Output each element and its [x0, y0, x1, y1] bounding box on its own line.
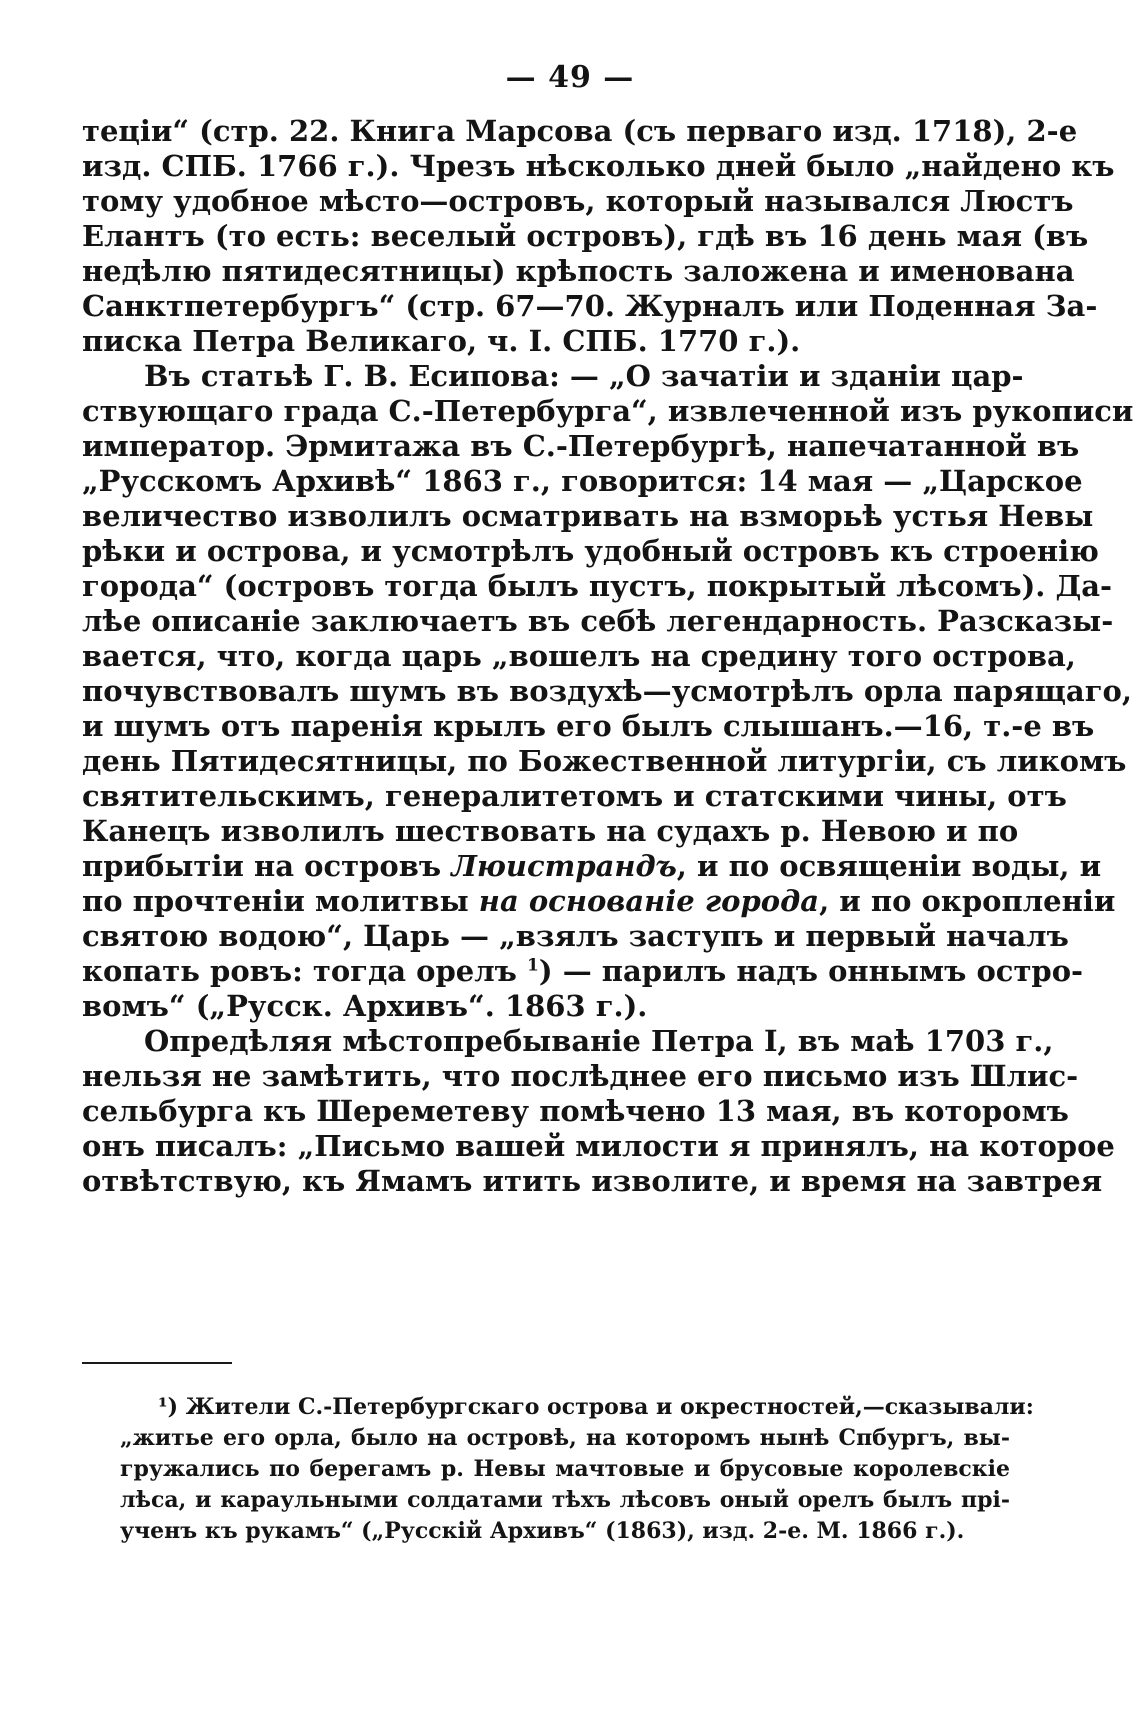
text-line: ствующаго града С.-Петербурга“, извлеченной изъ рукописи [82, 394, 1134, 428]
text-line: и шумъ отъ паренія крылъ его былъ слышанъ.—16, т.-е въ [82, 709, 1095, 743]
footnote-line: гружались по берегамъ р. Невы мачтовые и брусовые королевскіе [120, 1456, 1010, 1482]
text-line: святою водою“, Царь — „взялъ заступъ и первый началъ [82, 919, 1069, 953]
text-line: почувствовалъ шумъ въ воздухѣ—усмотрѣлъ орла парящаго, [82, 674, 1132, 708]
italic-text: на основаніе города [478, 884, 820, 918]
text-line [82, 884, 1116, 919]
text-segment: прибытіи на островъ [82, 849, 452, 883]
footnote-line: „житье его орла, было на островѣ, на которомъ нынѣ Спбургъ, вы- [120, 1425, 1010, 1451]
text-line: „Русскомъ Архивѣ“ 1863 г., говорится: 14 мая — „Царское [82, 464, 1083, 498]
text-line: Елантъ (то есть: веселый островъ), гдѣ въ 16 день мая (въ [82, 219, 1089, 253]
text-segment: , и по освященіи воды, и [676, 849, 1102, 883]
text-line: величество изволилъ осматривать на взморьѣ устья Невы [82, 499, 1094, 533]
text-line [82, 849, 1102, 884]
text-line: Санктпетербургъ“ (стр. 67—70. Журналъ или Поденная За- [82, 289, 1098, 323]
text-line: изд. СПБ. 1766 г.). Чрезъ нѣсколько дней было „найдено къ [82, 149, 1115, 183]
text-segment: по прочтеніи молитвы [82, 884, 479, 918]
text-line: день Пятидесятницы, по Божественной литургіи, съ ликомъ [82, 744, 1127, 778]
text-line: святительскимъ, генералитетомъ и статскими чины, отъ [82, 779, 1067, 813]
footnotes [120, 1392, 1034, 1547]
text-segment: копать ровъ: тогда орелъ [82, 954, 528, 988]
text-line: сельбурга къ Шереметеву помѣчено 13 мая, въ которомъ [82, 1094, 1069, 1128]
text-segment: , и по окропленіи [819, 884, 1116, 918]
text-line: города“ (островъ тогда былъ пустъ, покрытый лѣсомъ). Да- [82, 569, 1113, 603]
text-line: император. Эрмитажа въ С.-Петербургѣ, напечатанной въ [82, 429, 1080, 463]
footnote-line: лѣса, и караульными солдатами тѣхъ лѣсовъ оный орелъ былъ прі- [120, 1487, 1010, 1513]
text-line: вается, что, когда царь „вошелъ на средину того острова, [82, 639, 1076, 673]
text-line: вомъ“ („Русск. Архивъ“. 1863 г.). [82, 989, 648, 1023]
footnote-divider [82, 1362, 232, 1364]
text-line: лѣе описаніе заключаетъ въ себѣ легендарность. Разсказы- [82, 604, 1114, 638]
page-number: — 49 — [505, 60, 635, 95]
text-line: писка Петра Великаго, ч. I. СПБ. 1770 г.). [82, 324, 801, 358]
footnote-line: ученъ къ рукамъ“ („Русскій Архивъ“ (1863), изд. 2-е. М. 1866 г.). [120, 1518, 965, 1544]
text-line: отвѣтствую, къ Ямамъ итить изволите, и время на завтрея [82, 1164, 1103, 1198]
text-line: онъ писалъ: „Письмо вашей милости я принялъ, на которое [82, 1129, 1115, 1163]
text-line: теціи“ (стр. 22. Книга Марсова (съ перваго изд. 1718), 2-е [82, 114, 1078, 148]
text-line: недѣлю пятидесятницы) крѣпость заложена и именована [82, 254, 1075, 288]
text-line: нельзя не замѣтить, что послѣднее его письмо изъ Шлис- [82, 1059, 1079, 1093]
text-line [82, 954, 1084, 989]
body-text [82, 114, 1134, 1199]
footnote-line: ¹) Жители С.-Петербургскаго острова и окрестностей,—сказывали: [158, 1394, 1034, 1420]
footnote-marker: 1 [527, 955, 539, 976]
text-line: Въ статьѣ Г. В. Есипова: — „О зачатіи и зданіи цар- [144, 359, 1024, 393]
italic-text: Люистрандъ [451, 849, 677, 883]
text-line: рѣки и острова, и усмотрѣлъ удобный островъ къ строенію [82, 534, 1099, 568]
text-line: тому удобное мѣсто—островъ, который назывался Люстъ [82, 184, 1074, 218]
text-line: Опредѣляя мѣстопребываніе Петра I, въ маѣ 1703 г., [144, 1024, 1054, 1058]
text-segment: ) — парилъ надъ оннымъ остро- [538, 954, 1084, 988]
text-line: Канецъ изволилъ шествовать на судахъ р. Невою и по [82, 814, 1019, 848]
